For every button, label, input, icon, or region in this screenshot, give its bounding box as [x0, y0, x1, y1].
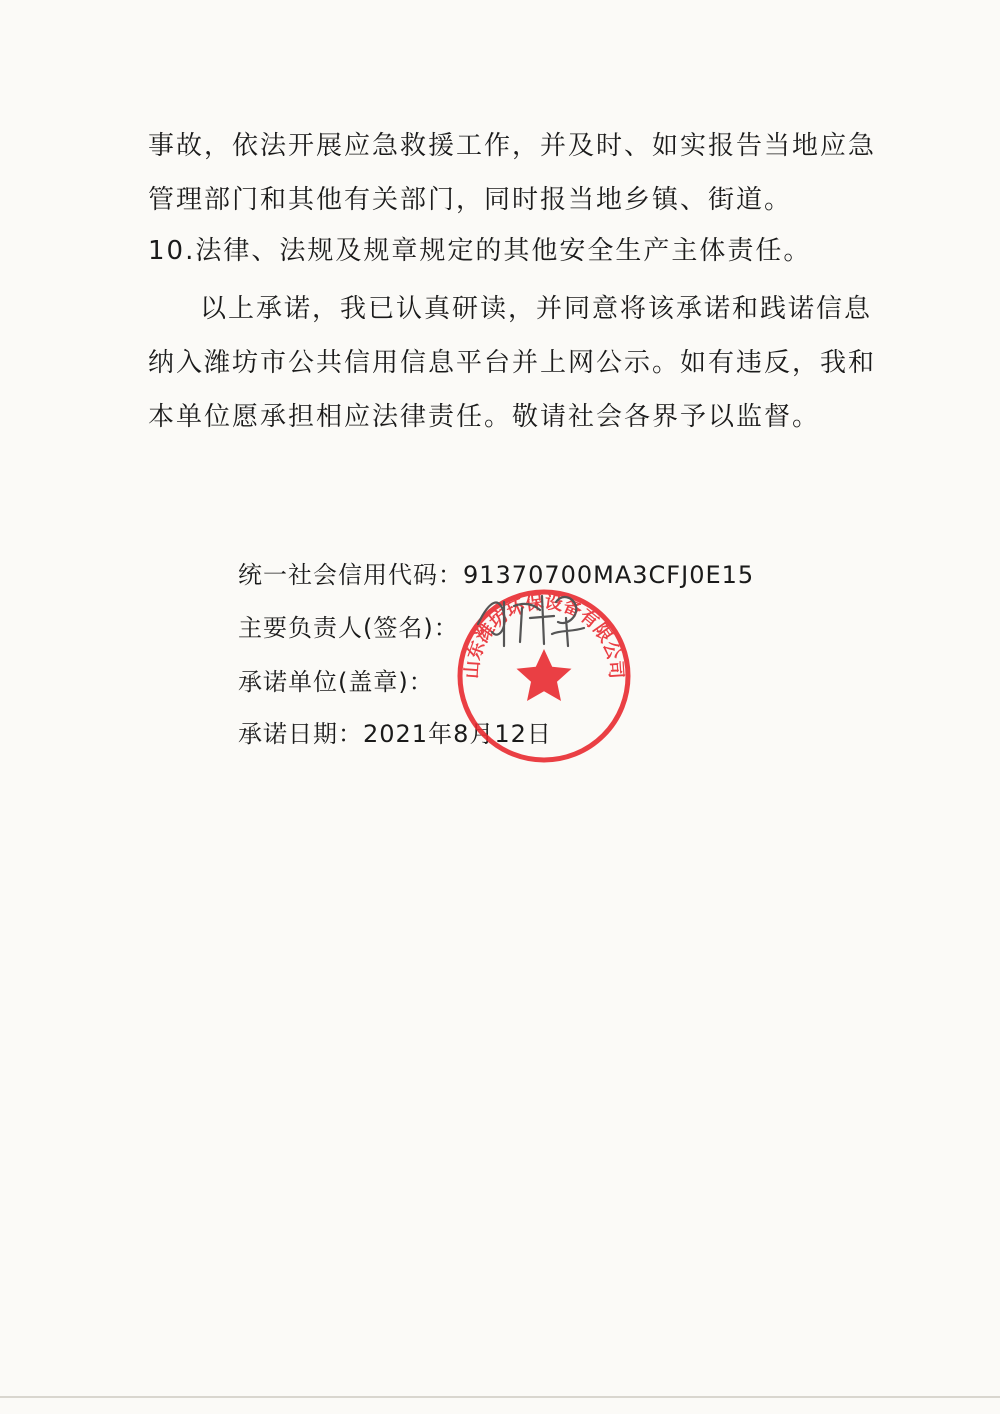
unit-seal-field: 承诺单位(盖章)： [238, 668, 434, 696]
paragraph-line: 管理部门和其他有关部门，同时报当地乡镇、街道。 [148, 185, 793, 215]
paragraph-line: 10.法律、法规及规章规定的其他安全生产主体责任。 [148, 236, 812, 266]
paragraph-line: 纳入潍坊市公共信用信息平台并上网公示。如有违反，我和 [148, 348, 877, 378]
credit-code-field: 统一社会信用代码：91370700MA3CFJ0E15 [238, 561, 755, 589]
paragraph-line: 本单位愿承担相应法律责任。敬请社会各界予以监督。 [148, 402, 821, 432]
paragraph-line: 以上承诺，我已认真研读，并同意将该承诺和践诺信息 [200, 294, 873, 324]
paragraph-line: 事故，依法开展应急救援工作，并及时、如实报告当地应急 [148, 131, 877, 161]
commitment-date-field: 承诺日期：2021年8月12日 [238, 720, 552, 748]
principal-signature-field: 主要负责人(签名)： [238, 614, 459, 642]
seal-text: 山东潍坊环保设备有限公司 [461, 591, 627, 680]
handwritten-signature [470, 584, 590, 664]
page-bottom-edge [0, 1396, 1000, 1398]
